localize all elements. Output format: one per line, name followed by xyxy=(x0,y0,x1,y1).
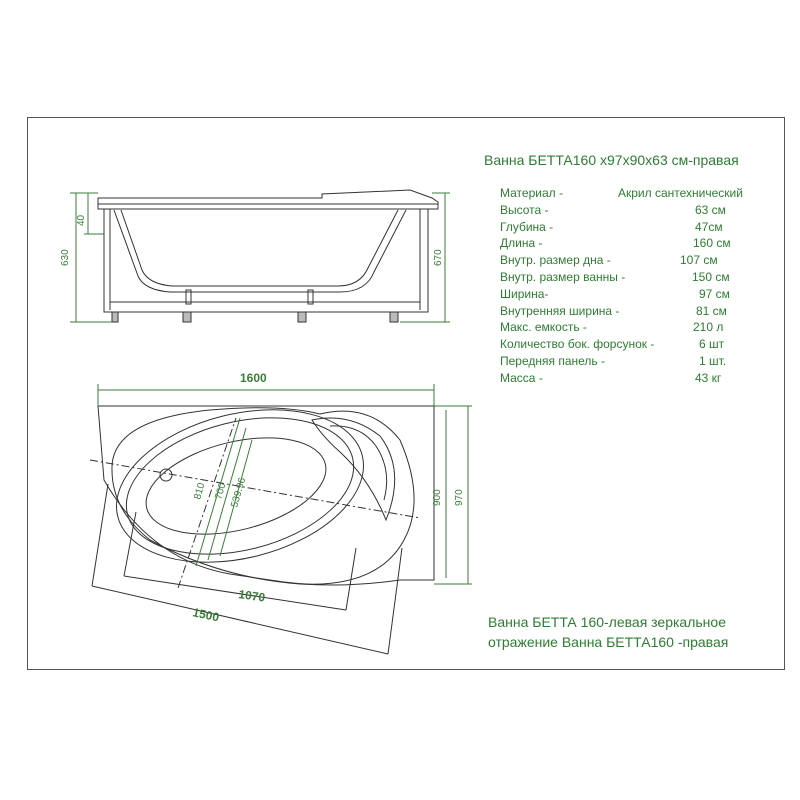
side-foot xyxy=(183,312,191,322)
side-rim xyxy=(98,190,438,209)
dim-900-label: 900 xyxy=(432,489,443,506)
spec-label: Высота - xyxy=(500,202,549,217)
spec-value: 210 л xyxy=(693,320,724,335)
dim-1500-label: 1500 xyxy=(191,605,221,625)
spec-label: Глубина - xyxy=(500,219,554,234)
dim-670-label: 670 xyxy=(433,249,444,266)
spec-label: Длина - xyxy=(500,236,543,251)
spec-label: Материал - xyxy=(500,186,563,200)
spec-value: 81 см xyxy=(696,303,727,318)
spec-value: 160 см xyxy=(693,236,731,251)
spec-value: 1 шт. xyxy=(699,353,727,368)
dim-1070-label: 1070 xyxy=(237,587,266,605)
spec-label: Макс. емкость - xyxy=(500,320,587,335)
spec-label: Передняя панель - xyxy=(500,353,605,368)
top-view xyxy=(90,384,472,654)
dim-1600-label: 1600 xyxy=(240,371,267,385)
side-foot xyxy=(390,312,398,322)
spec-label: Внутр. размер дна - xyxy=(500,253,611,268)
spec-value: 43 кг xyxy=(695,370,722,385)
drawing-title: Ванна БЕТТА160 х97х90х63 см-правая xyxy=(484,152,739,168)
dim-970-label: 970 xyxy=(454,489,465,506)
mirror-note-line2: отражение Ванна БЕТТА160 -правая xyxy=(488,634,729,650)
dim-810-label: 810 xyxy=(192,481,208,501)
spec-value: 150 см xyxy=(692,269,730,284)
dim-630-label: 630 xyxy=(60,249,71,266)
side-tub-body xyxy=(114,210,406,292)
spec-value: 97 см xyxy=(699,286,730,301)
spec-label: Количество бок. форсунок - xyxy=(500,337,655,352)
side-foot xyxy=(298,312,306,322)
spec-value: 63 см xyxy=(695,202,726,217)
side-view xyxy=(70,190,450,322)
dim-40-label: 40 xyxy=(76,214,87,226)
dim-539-label: 539.96 xyxy=(229,476,249,509)
spec-label: Внутренняя ширина - xyxy=(500,303,620,318)
spec-label: Масса - xyxy=(500,370,543,385)
mirror-note-line1: Ванна БЕТТА 160-левая зеркальное xyxy=(488,614,726,630)
spec-value: 47см xyxy=(695,219,723,234)
spec-value: Акрил сантехнический xyxy=(618,186,743,200)
spec-value: 107 см xyxy=(680,253,718,268)
spec-label: Ширина- xyxy=(500,286,549,301)
top-outline xyxy=(98,406,434,585)
dim-1500-ext xyxy=(92,484,108,586)
dim-700-label: 700 xyxy=(213,481,229,501)
spec-value: 6 шт xyxy=(699,337,725,352)
side-foot xyxy=(112,312,118,322)
spec-label: Внутр. размер ванны - xyxy=(500,269,626,284)
